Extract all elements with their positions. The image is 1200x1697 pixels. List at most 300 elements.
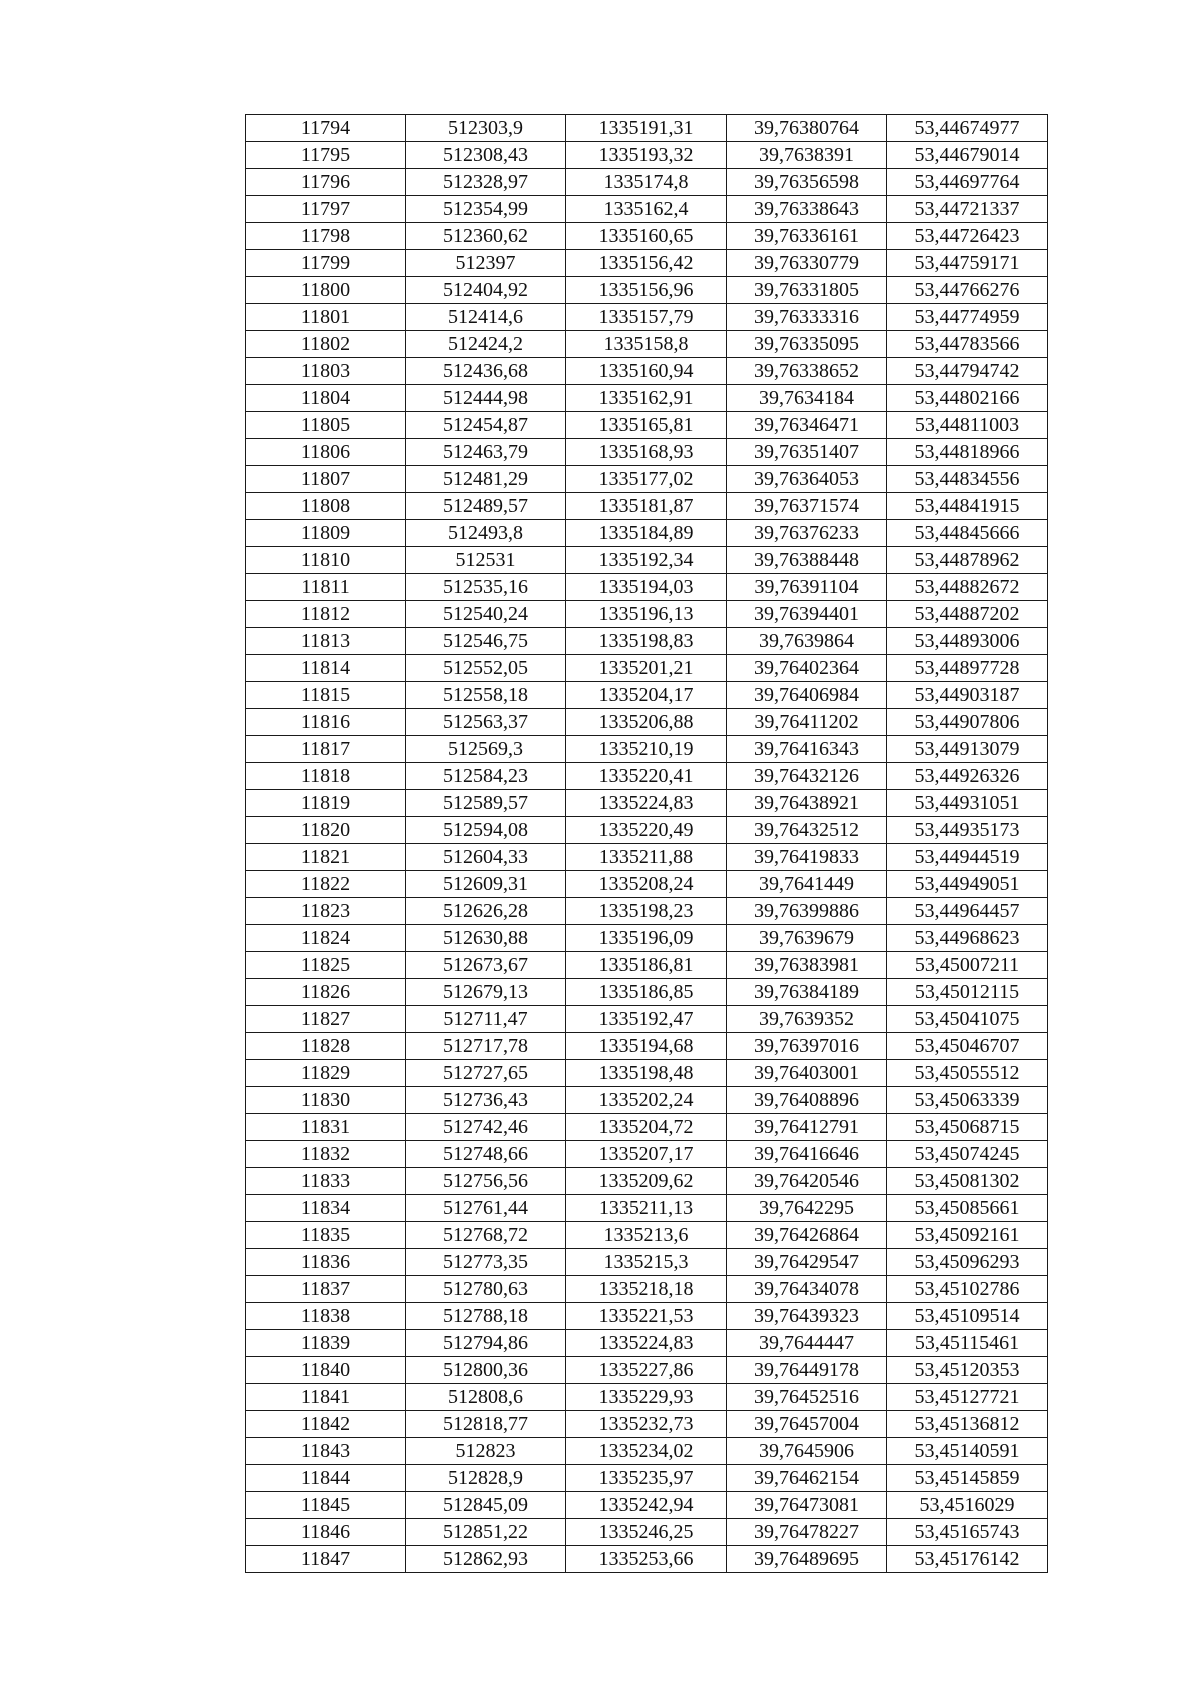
longitude-cell: 39,76346471 — [727, 412, 887, 439]
x-coordinate-cell: 512788,18 — [406, 1303, 566, 1330]
y-coordinate-cell: 1335198,48 — [566, 1060, 727, 1087]
y-coordinate-cell: 1335209,62 — [566, 1168, 727, 1195]
longitude-cell: 39,76394401 — [727, 601, 887, 628]
x-coordinate-cell: 512535,16 — [406, 574, 566, 601]
y-coordinate-cell: 1335218,18 — [566, 1276, 727, 1303]
y-coordinate-cell: 1335210,19 — [566, 736, 727, 763]
table-row — [246, 844, 1048, 871]
latitude-cell: 53,44759171 — [887, 250, 1048, 277]
latitude-cell: 53,44721337 — [887, 196, 1048, 223]
longitude-cell: 39,7645906 — [727, 1438, 887, 1465]
longitude-cell: 39,76371574 — [727, 493, 887, 520]
latitude-cell: 53,44818966 — [887, 439, 1048, 466]
point-number-cell: 11836 — [246, 1249, 406, 1276]
latitude-cell: 53,44935173 — [887, 817, 1048, 844]
x-coordinate-cell: 512773,35 — [406, 1249, 566, 1276]
table-row — [246, 412, 1048, 439]
x-coordinate-cell: 512828,9 — [406, 1465, 566, 1492]
longitude-cell: 39,76489695 — [727, 1546, 887, 1573]
x-coordinate-cell: 512424,2 — [406, 331, 566, 358]
point-number-cell: 11822 — [246, 871, 406, 898]
y-coordinate-cell: 1335160,94 — [566, 358, 727, 385]
x-coordinate-cell: 512531 — [406, 547, 566, 574]
longitude-cell: 39,76412791 — [727, 1114, 887, 1141]
x-coordinate-cell: 512594,08 — [406, 817, 566, 844]
x-coordinate-cell: 512630,88 — [406, 925, 566, 952]
table-row — [246, 709, 1048, 736]
table-row — [246, 1168, 1048, 1195]
point-number-cell: 11832 — [246, 1141, 406, 1168]
y-coordinate-cell: 1335194,68 — [566, 1033, 727, 1060]
latitude-cell: 53,44944519 — [887, 844, 1048, 871]
x-coordinate-cell: 512481,29 — [406, 466, 566, 493]
longitude-cell: 39,76432512 — [727, 817, 887, 844]
table-row — [246, 331, 1048, 358]
table-row — [246, 817, 1048, 844]
point-number-cell: 11845 — [246, 1492, 406, 1519]
x-coordinate-cell: 512463,79 — [406, 439, 566, 466]
x-coordinate-cell: 512761,44 — [406, 1195, 566, 1222]
y-coordinate-cell: 1335160,65 — [566, 223, 727, 250]
point-number-cell: 11811 — [246, 574, 406, 601]
latitude-cell: 53,44802166 — [887, 385, 1048, 412]
point-number-cell: 11842 — [246, 1411, 406, 1438]
longitude-cell: 39,76376233 — [727, 520, 887, 547]
longitude-cell: 39,7639864 — [727, 628, 887, 655]
x-coordinate-cell: 512679,13 — [406, 979, 566, 1006]
longitude-cell: 39,7639352 — [727, 1006, 887, 1033]
longitude-cell: 39,7638391 — [727, 142, 887, 169]
latitude-cell: 53,45165743 — [887, 1519, 1048, 1546]
latitude-cell: 53,44882672 — [887, 574, 1048, 601]
longitude-cell: 39,76408896 — [727, 1087, 887, 1114]
point-number-cell: 11823 — [246, 898, 406, 925]
y-coordinate-cell: 1335158,8 — [566, 331, 727, 358]
longitude-cell: 39,7639679 — [727, 925, 887, 952]
longitude-cell: 39,76331805 — [727, 277, 887, 304]
point-number-cell: 11798 — [246, 223, 406, 250]
longitude-cell: 39,76420546 — [727, 1168, 887, 1195]
latitude-cell: 53,44841915 — [887, 493, 1048, 520]
longitude-cell: 39,76416646 — [727, 1141, 887, 1168]
table-row — [246, 601, 1048, 628]
latitude-cell: 53,44949051 — [887, 871, 1048, 898]
longitude-cell: 39,76478227 — [727, 1519, 887, 1546]
y-coordinate-cell: 1335196,09 — [566, 925, 727, 952]
point-number-cell: 11821 — [246, 844, 406, 871]
y-coordinate-cell: 1335227,86 — [566, 1357, 727, 1384]
point-number-cell: 11817 — [246, 736, 406, 763]
point-number-cell: 11835 — [246, 1222, 406, 1249]
y-coordinate-cell: 1335191,31 — [566, 115, 727, 142]
table-row — [246, 115, 1048, 142]
y-coordinate-cell: 1335162,4 — [566, 196, 727, 223]
table-row — [246, 466, 1048, 493]
x-coordinate-cell: 512673,67 — [406, 952, 566, 979]
point-number-cell: 11827 — [246, 1006, 406, 1033]
y-coordinate-cell: 1335177,02 — [566, 466, 727, 493]
latitude-cell: 53,45063339 — [887, 1087, 1048, 1114]
y-coordinate-cell: 1335211,88 — [566, 844, 727, 871]
y-coordinate-cell: 1335207,17 — [566, 1141, 727, 1168]
longitude-cell: 39,76380764 — [727, 115, 887, 142]
x-coordinate-cell: 512780,63 — [406, 1276, 566, 1303]
point-number-cell: 11825 — [246, 952, 406, 979]
table-row — [246, 1060, 1048, 1087]
x-coordinate-cell: 512489,57 — [406, 493, 566, 520]
latitude-cell: 53,45120353 — [887, 1357, 1048, 1384]
y-coordinate-cell: 1335156,96 — [566, 277, 727, 304]
y-coordinate-cell: 1335213,6 — [566, 1222, 727, 1249]
x-coordinate-cell: 512794,86 — [406, 1330, 566, 1357]
longitude-cell: 39,7634184 — [727, 385, 887, 412]
y-coordinate-cell: 1335229,93 — [566, 1384, 727, 1411]
longitude-cell: 39,76457004 — [727, 1411, 887, 1438]
y-coordinate-cell: 1335201,21 — [566, 655, 727, 682]
point-number-cell: 11810 — [246, 547, 406, 574]
point-number-cell: 11796 — [246, 169, 406, 196]
longitude-cell: 39,76411202 — [727, 709, 887, 736]
longitude-cell: 39,76399886 — [727, 898, 887, 925]
table-row — [246, 898, 1048, 925]
longitude-cell: 39,76429547 — [727, 1249, 887, 1276]
y-coordinate-cell: 1335174,8 — [566, 169, 727, 196]
longitude-cell: 39,76452516 — [727, 1384, 887, 1411]
longitude-cell: 39,76336161 — [727, 223, 887, 250]
longitude-cell: 39,76335095 — [727, 331, 887, 358]
table-row — [246, 1411, 1048, 1438]
latitude-cell: 53,44697764 — [887, 169, 1048, 196]
y-coordinate-cell: 1335235,97 — [566, 1465, 727, 1492]
table-row — [246, 1438, 1048, 1465]
longitude-cell: 39,7644447 — [727, 1330, 887, 1357]
longitude-cell: 39,76406984 — [727, 682, 887, 709]
table-row — [246, 925, 1048, 952]
latitude-cell: 53,44679014 — [887, 142, 1048, 169]
x-coordinate-cell: 512540,24 — [406, 601, 566, 628]
x-coordinate-cell: 512414,6 — [406, 304, 566, 331]
point-number-cell: 11801 — [246, 304, 406, 331]
point-number-cell: 11838 — [246, 1303, 406, 1330]
longitude-cell: 39,76432126 — [727, 763, 887, 790]
x-coordinate-cell: 512454,87 — [406, 412, 566, 439]
latitude-cell: 53,45127721 — [887, 1384, 1048, 1411]
x-coordinate-cell: 512303,9 — [406, 115, 566, 142]
longitude-cell: 39,76364053 — [727, 466, 887, 493]
point-number-cell: 11813 — [246, 628, 406, 655]
table-row — [246, 358, 1048, 385]
table-row — [246, 1546, 1048, 1573]
table-row — [246, 655, 1048, 682]
table-row — [246, 142, 1048, 169]
x-coordinate-cell: 512308,43 — [406, 142, 566, 169]
x-coordinate-cell: 512756,56 — [406, 1168, 566, 1195]
point-number-cell: 11828 — [246, 1033, 406, 1060]
latitude-cell: 53,45115461 — [887, 1330, 1048, 1357]
x-coordinate-cell: 512808,6 — [406, 1384, 566, 1411]
y-coordinate-cell: 1335157,79 — [566, 304, 727, 331]
y-coordinate-cell: 1335204,17 — [566, 682, 727, 709]
point-number-cell: 11831 — [246, 1114, 406, 1141]
y-coordinate-cell: 1335224,83 — [566, 1330, 727, 1357]
point-number-cell: 11843 — [246, 1438, 406, 1465]
y-coordinate-cell: 1335246,25 — [566, 1519, 727, 1546]
latitude-cell: 53,44897728 — [887, 655, 1048, 682]
point-number-cell: 11818 — [246, 763, 406, 790]
table-row — [246, 574, 1048, 601]
table-row — [246, 952, 1048, 979]
longitude-cell: 39,7642295 — [727, 1195, 887, 1222]
y-coordinate-cell: 1335196,13 — [566, 601, 727, 628]
longitude-cell: 39,76416343 — [727, 736, 887, 763]
y-coordinate-cell: 1335202,24 — [566, 1087, 727, 1114]
y-coordinate-cell: 1335211,13 — [566, 1195, 727, 1222]
y-coordinate-cell: 1335204,72 — [566, 1114, 727, 1141]
point-number-cell: 11840 — [246, 1357, 406, 1384]
latitude-cell: 53,44794742 — [887, 358, 1048, 385]
x-coordinate-cell: 512444,98 — [406, 385, 566, 412]
point-number-cell: 11795 — [246, 142, 406, 169]
longitude-cell: 39,76388448 — [727, 547, 887, 574]
latitude-cell: 53,4516029 — [887, 1492, 1048, 1519]
point-number-cell: 11844 — [246, 1465, 406, 1492]
y-coordinate-cell: 1335186,85 — [566, 979, 727, 1006]
longitude-cell: 39,76338652 — [727, 358, 887, 385]
table-row — [246, 277, 1048, 304]
y-coordinate-cell: 1335208,24 — [566, 871, 727, 898]
point-number-cell: 11812 — [246, 601, 406, 628]
latitude-cell: 53,45102786 — [887, 1276, 1048, 1303]
table-row — [246, 1276, 1048, 1303]
longitude-cell: 39,76473081 — [727, 1492, 887, 1519]
point-number-cell: 11824 — [246, 925, 406, 952]
latitude-cell: 53,45145859 — [887, 1465, 1048, 1492]
longitude-cell: 39,76462154 — [727, 1465, 887, 1492]
point-number-cell: 11805 — [246, 412, 406, 439]
point-number-cell: 11833 — [246, 1168, 406, 1195]
x-coordinate-cell: 512584,23 — [406, 763, 566, 790]
latitude-cell: 53,44834556 — [887, 466, 1048, 493]
longitude-cell: 39,76351407 — [727, 439, 887, 466]
y-coordinate-cell: 1335220,41 — [566, 763, 727, 790]
x-coordinate-cell: 512748,66 — [406, 1141, 566, 1168]
table-row — [246, 763, 1048, 790]
latitude-cell: 53,45136812 — [887, 1411, 1048, 1438]
table-row — [246, 1195, 1048, 1222]
latitude-cell: 53,45140591 — [887, 1438, 1048, 1465]
y-coordinate-cell: 1335184,89 — [566, 520, 727, 547]
x-coordinate-cell: 512563,37 — [406, 709, 566, 736]
y-coordinate-cell: 1335198,23 — [566, 898, 727, 925]
table-row — [246, 1357, 1048, 1384]
point-number-cell: 11815 — [246, 682, 406, 709]
y-coordinate-cell: 1335234,02 — [566, 1438, 727, 1465]
y-coordinate-cell: 1335232,73 — [566, 1411, 727, 1438]
x-coordinate-cell: 512845,09 — [406, 1492, 566, 1519]
table-row — [246, 1087, 1048, 1114]
x-coordinate-cell: 512717,78 — [406, 1033, 566, 1060]
coordinates-table-body — [246, 115, 1048, 1573]
table-row — [246, 628, 1048, 655]
x-coordinate-cell: 512742,46 — [406, 1114, 566, 1141]
x-coordinate-cell: 512558,18 — [406, 682, 566, 709]
latitude-cell: 53,44887202 — [887, 601, 1048, 628]
longitude-cell: 39,76438921 — [727, 790, 887, 817]
point-number-cell: 11847 — [246, 1546, 406, 1573]
y-coordinate-cell: 1335215,3 — [566, 1249, 727, 1276]
longitude-cell: 39,76402364 — [727, 655, 887, 682]
y-coordinate-cell: 1335198,83 — [566, 628, 727, 655]
point-number-cell: 11802 — [246, 331, 406, 358]
longitude-cell: 39,76449178 — [727, 1357, 887, 1384]
point-number-cell: 11804 — [246, 385, 406, 412]
latitude-cell: 53,44913079 — [887, 736, 1048, 763]
latitude-cell: 53,45007211 — [887, 952, 1048, 979]
table-row — [246, 1006, 1048, 1033]
point-number-cell: 11846 — [246, 1519, 406, 1546]
x-coordinate-cell: 512493,8 — [406, 520, 566, 547]
longitude-cell: 39,76384189 — [727, 979, 887, 1006]
x-coordinate-cell: 512404,92 — [406, 277, 566, 304]
table-row — [246, 979, 1048, 1006]
y-coordinate-cell: 1335193,32 — [566, 142, 727, 169]
y-coordinate-cell: 1335194,03 — [566, 574, 727, 601]
y-coordinate-cell: 1335181,87 — [566, 493, 727, 520]
x-coordinate-cell: 512604,33 — [406, 844, 566, 871]
y-coordinate-cell: 1335168,93 — [566, 439, 727, 466]
x-coordinate-cell: 512818,77 — [406, 1411, 566, 1438]
x-coordinate-cell: 512360,62 — [406, 223, 566, 250]
latitude-cell: 53,45074245 — [887, 1141, 1048, 1168]
y-coordinate-cell: 1335253,66 — [566, 1546, 727, 1573]
table-row — [246, 1141, 1048, 1168]
latitude-cell: 53,44968623 — [887, 925, 1048, 952]
longitude-cell: 39,76356598 — [727, 169, 887, 196]
point-number-cell: 11839 — [246, 1330, 406, 1357]
x-coordinate-cell: 512736,43 — [406, 1087, 566, 1114]
point-number-cell: 11807 — [246, 466, 406, 493]
table-row — [246, 547, 1048, 574]
table-row — [246, 385, 1048, 412]
point-number-cell: 11826 — [246, 979, 406, 1006]
y-coordinate-cell: 1335156,42 — [566, 250, 727, 277]
table-row — [246, 1465, 1048, 1492]
x-coordinate-cell: 512546,75 — [406, 628, 566, 655]
x-coordinate-cell: 512800,36 — [406, 1357, 566, 1384]
table-row — [246, 493, 1048, 520]
coordinates-table — [245, 114, 1048, 1573]
x-coordinate-cell: 512589,57 — [406, 790, 566, 817]
latitude-cell: 53,45041075 — [887, 1006, 1048, 1033]
table-row — [246, 682, 1048, 709]
y-coordinate-cell: 1335186,81 — [566, 952, 727, 979]
longitude-cell: 39,76434078 — [727, 1276, 887, 1303]
table-row — [246, 1249, 1048, 1276]
latitude-cell: 53,44964457 — [887, 898, 1048, 925]
longitude-cell: 39,7641449 — [727, 871, 887, 898]
x-coordinate-cell: 512436,68 — [406, 358, 566, 385]
y-coordinate-cell: 1335192,47 — [566, 1006, 727, 1033]
table-row — [246, 439, 1048, 466]
table-row — [246, 1222, 1048, 1249]
x-coordinate-cell: 512851,22 — [406, 1519, 566, 1546]
point-number-cell: 11819 — [246, 790, 406, 817]
table-row — [246, 1519, 1048, 1546]
latitude-cell: 53,44783566 — [887, 331, 1048, 358]
latitude-cell: 53,44907806 — [887, 709, 1048, 736]
latitude-cell: 53,45096293 — [887, 1249, 1048, 1276]
table-row — [246, 520, 1048, 547]
x-coordinate-cell: 512397 — [406, 250, 566, 277]
point-number-cell: 11820 — [246, 817, 406, 844]
y-coordinate-cell: 1335221,53 — [566, 1303, 727, 1330]
latitude-cell: 53,45092161 — [887, 1222, 1048, 1249]
table-row — [246, 304, 1048, 331]
longitude-cell: 39,76419833 — [727, 844, 887, 871]
point-number-cell: 11803 — [246, 358, 406, 385]
longitude-cell: 39,76338643 — [727, 196, 887, 223]
point-number-cell: 11814 — [246, 655, 406, 682]
table-row — [246, 1303, 1048, 1330]
x-coordinate-cell: 512609,31 — [406, 871, 566, 898]
longitude-cell: 39,76333316 — [727, 304, 887, 331]
longitude-cell: 39,76383981 — [727, 952, 887, 979]
point-number-cell: 11806 — [246, 439, 406, 466]
table-row — [246, 250, 1048, 277]
latitude-cell: 53,44845666 — [887, 520, 1048, 547]
longitude-cell: 39,76403001 — [727, 1060, 887, 1087]
table-row — [246, 736, 1048, 763]
latitude-cell: 53,45068715 — [887, 1114, 1048, 1141]
latitude-cell: 53,45176142 — [887, 1546, 1048, 1573]
latitude-cell: 53,45085661 — [887, 1195, 1048, 1222]
x-coordinate-cell: 512823 — [406, 1438, 566, 1465]
latitude-cell: 53,44811003 — [887, 412, 1048, 439]
table-row — [246, 169, 1048, 196]
y-coordinate-cell: 1335224,83 — [566, 790, 727, 817]
point-number-cell: 11829 — [246, 1060, 406, 1087]
longitude-cell: 39,76391104 — [727, 574, 887, 601]
point-number-cell: 11809 — [246, 520, 406, 547]
y-coordinate-cell: 1335242,94 — [566, 1492, 727, 1519]
table-row — [246, 790, 1048, 817]
latitude-cell: 53,45081302 — [887, 1168, 1048, 1195]
longitude-cell: 39,76397016 — [727, 1033, 887, 1060]
latitude-cell: 53,44726423 — [887, 223, 1048, 250]
table-row — [246, 871, 1048, 898]
x-coordinate-cell: 512354,99 — [406, 196, 566, 223]
y-coordinate-cell: 1335192,34 — [566, 547, 727, 574]
table-row — [246, 1114, 1048, 1141]
x-coordinate-cell: 512711,47 — [406, 1006, 566, 1033]
latitude-cell: 53,44766276 — [887, 277, 1048, 304]
latitude-cell: 53,45012115 — [887, 979, 1048, 1006]
latitude-cell: 53,44926326 — [887, 763, 1048, 790]
x-coordinate-cell: 512328,97 — [406, 169, 566, 196]
x-coordinate-cell: 512727,65 — [406, 1060, 566, 1087]
point-number-cell: 11808 — [246, 493, 406, 520]
point-number-cell: 11837 — [246, 1276, 406, 1303]
latitude-cell: 53,44774959 — [887, 304, 1048, 331]
latitude-cell: 53,45046707 — [887, 1033, 1048, 1060]
latitude-cell: 53,44674977 — [887, 115, 1048, 142]
latitude-cell: 53,44878962 — [887, 547, 1048, 574]
point-number-cell: 11830 — [246, 1087, 406, 1114]
table-row — [246, 1384, 1048, 1411]
table-row — [246, 1033, 1048, 1060]
x-coordinate-cell: 512626,28 — [406, 898, 566, 925]
point-number-cell: 11816 — [246, 709, 406, 736]
